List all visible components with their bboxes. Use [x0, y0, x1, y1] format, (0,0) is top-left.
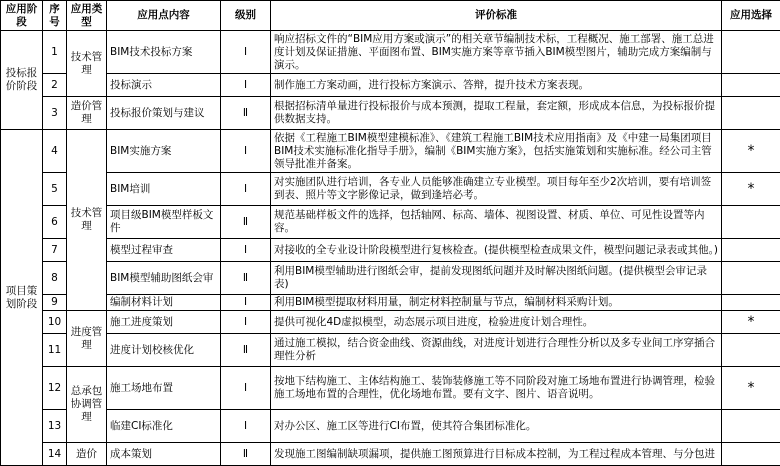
row-no: 7 [43, 239, 67, 262]
row-criteria: 依据《工程施工BIM模型建模标准》、《建筑工程施工BIM技术应用指南》及《中建一局集团项目BIM技术实施标准化指导手册》，编制《BIM实施方案》，包括实施策划和实施标准。经公司主管领导批准并备案。 [271, 130, 722, 173]
row-content: 投标报价策划与建议 [107, 97, 221, 130]
row-criteria: 利用BIM模型辅助进行图纸会审，提前发现图纸问题并及时解决图纸问题。(提供模型会审记录表) [271, 262, 722, 295]
row-content: 施工场地布置 [107, 367, 221, 410]
row-select [722, 239, 780, 262]
row-no: 8 [43, 262, 67, 295]
row-level: Ⅰ [221, 410, 271, 443]
row-criteria: 根据招标清单量进行投标报价与成本预测，提取工程量，套定额，形成成本信息，为投标报价提供数据支持。 [271, 97, 722, 130]
row-criteria: 响应招标文件的“BIM应用方案或演示”的相关章节编制技术标，工程概况、施工部署、施工总进度计划及保证措施、平面图布置、BIM实施方案等章节插入BIM模型图片，辅助完成方案编制与演示。 [271, 31, 722, 74]
row-select: * [722, 130, 780, 173]
row-criteria: 利用BIM模型提取材料用量，制定材料控制量与节点，编制材料采购计划。 [271, 295, 722, 311]
row-select [722, 410, 780, 443]
row-select [722, 97, 780, 130]
table-row [1, 262, 780, 295]
header-type: 应用类型 [67, 1, 107, 31]
row-content: BIM培训 [107, 173, 221, 206]
row-no: 5 [43, 173, 67, 206]
row-select [722, 295, 780, 311]
row-criteria: 对接收的全专业设计阶段模型进行复核检查。(提供模型检查成果文件，模型问题记录表或其他。) [271, 239, 722, 262]
row-no: 6 [43, 206, 67, 239]
row-content: 模型过程审查 [107, 239, 221, 262]
row-no: 12 [43, 367, 67, 410]
row-criteria: 提供可视化4D虚拟模型，动态展示项目进度，检验进度计划合理性。 [271, 311, 722, 334]
header-level: 级别 [221, 1, 271, 31]
table-row [1, 311, 780, 334]
row-content: 成本策划 [107, 443, 221, 466]
row-select [722, 31, 780, 74]
row-select [722, 74, 780, 97]
row-criteria: 按地下结构施工、主体结构施工、装饰装修施工等不同阶段对施工场地布置进行协调管理，检验施工场地布置的合理性，优化场地布置。要有文字、图片、语音说明。 [271, 367, 722, 410]
row-criteria: 制作施工方案动画，进行投标方案演示、答辩，提升技术方案表现。 [271, 74, 722, 97]
type-cell: 造价 [67, 443, 107, 466]
row-no: 2 [43, 74, 67, 97]
row-select [722, 262, 780, 295]
row-criteria: 对办公区、施工区等进行CI布置，使其符合集团标准化。 [271, 410, 722, 443]
row-level: Ⅱ [221, 97, 271, 130]
row-content: 编制材料计划 [107, 295, 221, 311]
header-select: 应用选择 [722, 1, 780, 31]
row-level: Ⅰ [221, 31, 271, 74]
header-row [1, 1, 780, 31]
header-criteria: 评价标准 [271, 1, 722, 31]
row-content: 施工进度策划 [107, 311, 221, 334]
row-criteria: 对实施团队进行培训，各专业人员能够准确建立专业模型。项目每年至少2次培训，要有培训签到表、照片等文字影像记录，做到逢培必考。 [271, 173, 722, 206]
stage-cell: 投标报价阶段 [1, 31, 43, 130]
table-row [1, 173, 780, 206]
type-cell: 造价管理 [67, 97, 107, 130]
table-row [1, 130, 780, 173]
table-row [1, 206, 780, 239]
row-select [722, 334, 780, 367]
table-row [1, 410, 780, 443]
row-content: 临建CI标准化 [107, 410, 221, 443]
row-content: 投标演示 [107, 74, 221, 97]
row-select [722, 206, 780, 239]
table-row [1, 295, 780, 311]
row-no: 13 [43, 410, 67, 443]
row-level: Ⅰ [221, 130, 271, 173]
row-select: * [722, 311, 780, 334]
header-stage: 应用阶段 [1, 1, 43, 31]
row-criteria: 通过施工模拟，结合资金曲线、资源曲线，对进度计划进行合理性分析以及多专业间工序穿插合理性分析 [271, 334, 722, 367]
row-no: 1 [43, 31, 67, 74]
row-content: BIM模型辅助图纸会审 [107, 262, 221, 295]
row-content: 项目级BIM模型样板文件 [107, 206, 221, 239]
type-cell: 总承包协调管理 [67, 367, 107, 443]
row-no: 9 [43, 295, 67, 311]
row-level: Ⅰ [221, 367, 271, 410]
row-level: Ⅰ [221, 295, 271, 311]
row-level: Ⅱ [221, 443, 271, 466]
table-row [1, 31, 780, 74]
header-content: 应用点内容 [107, 1, 221, 31]
row-no: 3 [43, 97, 67, 130]
row-no: 14 [43, 443, 67, 466]
table-row [1, 334, 780, 367]
row-criteria: 规范基础样板文件的选择，包括轴网、标高、墙体、视图设置、材质、单位、可见性设置等内容。 [271, 206, 722, 239]
row-no: 10 [43, 311, 67, 334]
row-level: Ⅰ [221, 173, 271, 206]
type-cell: 技术管理 [67, 130, 107, 311]
table-row [1, 74, 780, 97]
stage-cell: 项目策划阶段 [1, 130, 43, 466]
row-level: Ⅰ [221, 311, 271, 334]
type-cell: 进度管理 [67, 311, 107, 367]
table-row [1, 239, 780, 262]
table-row [1, 367, 780, 410]
row-no: 11 [43, 334, 67, 367]
row-select: * [722, 173, 780, 206]
header-no: 序号 [43, 1, 67, 31]
type-cell: 技术管理 [67, 31, 107, 97]
row-level: Ⅰ [221, 239, 271, 262]
row-level: Ⅱ [221, 262, 271, 295]
row-content: BIM技术投标方案 [107, 31, 221, 74]
row-content: 进度计划校核优化 [107, 334, 221, 367]
row-select: * [722, 367, 780, 410]
row-no: 4 [43, 130, 67, 173]
row-content: BIM实施方案 [107, 130, 221, 173]
row-level: Ⅰ [221, 74, 271, 97]
table-row [1, 97, 780, 130]
row-level: Ⅱ [221, 206, 271, 239]
row-criteria: 发现施工图编制缺项漏项，提供施工图预算进行目标成本控制，为工程过程成本管理、与分包进 [271, 443, 722, 466]
row-level: Ⅱ [221, 334, 271, 367]
